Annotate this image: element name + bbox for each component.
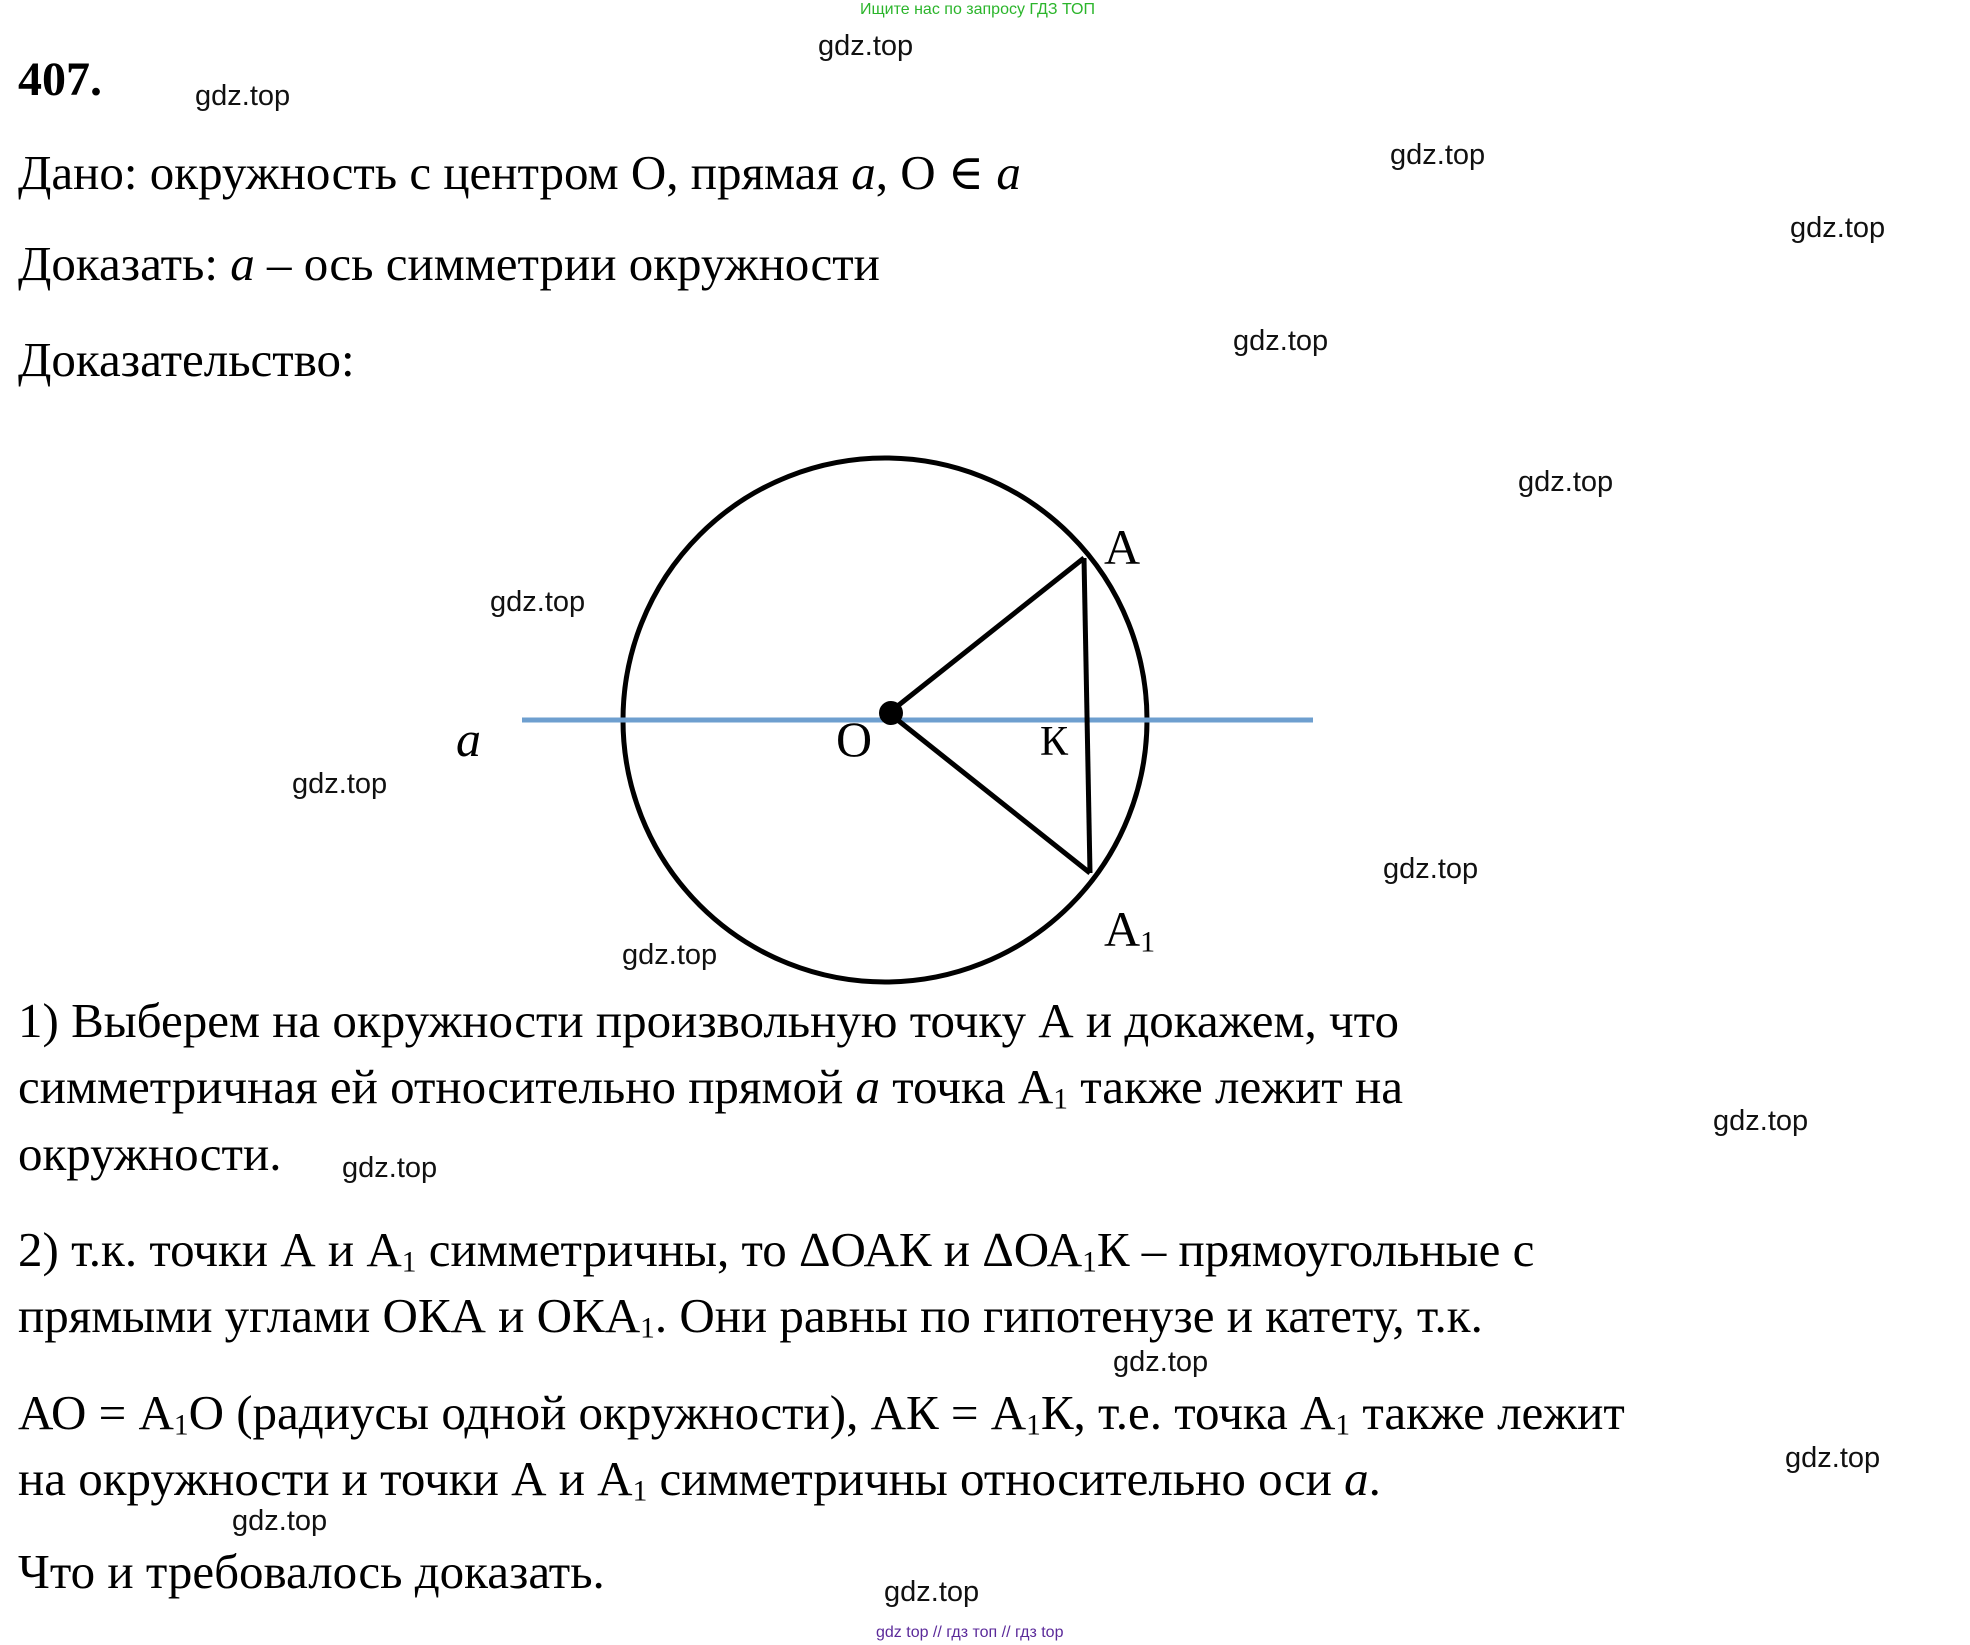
- watermark: gdz.top: [1790, 212, 1886, 244]
- step1-line1: 1) Выберем на окружности произвольную точку А и докажем, что: [18, 993, 1399, 1048]
- watermark: gdz.top: [292, 768, 388, 800]
- watermark: gdz.top: [1390, 139, 1486, 171]
- step2-line4: на окружности и точки А и $А_1$ симметричны относительно оси a.: [18, 1451, 1381, 1508]
- point-a1-label: $А_1$: [1104, 901, 1156, 959]
- watermark: gdz.top: [342, 1152, 438, 1184]
- segment-OA: [890, 558, 1084, 712]
- problem-number: 407.: [18, 53, 102, 106]
- watermark: gdz.top: [1233, 325, 1329, 357]
- step2-line2: прямыми углами ОКА и $ОКА_1$. Они равны по гипотенузе и катету, т.к.: [18, 1288, 1483, 1345]
- prove-statement: Доказать: a – ось симметрии окружности: [18, 236, 880, 291]
- watermark: gdz.top: [195, 80, 291, 112]
- watermark: gdz.top: [1713, 1105, 1809, 1137]
- step1-line2: симметричная ей относительно прямой a точка $А_1$ также лежит на: [18, 1059, 1403, 1116]
- watermark: gdz.top: [1383, 853, 1479, 885]
- watermark: gdz.top: [1785, 1442, 1881, 1474]
- search-banner: Ищите нас по запросу ГДЗ ТОП: [860, 1, 1095, 18]
- watermark: gdz.top: [1518, 466, 1614, 498]
- watermark: gdz.top: [232, 1505, 328, 1537]
- point-a-label: А: [1104, 519, 1141, 575]
- segment-AA1: [1084, 558, 1090, 873]
- watermark: gdz.top: [884, 1576, 980, 1608]
- center-o-label: О: [836, 711, 873, 767]
- point-k-label: К: [1040, 719, 1069, 765]
- proof-label: Доказательство:: [18, 332, 355, 387]
- line-a-label: a: [456, 711, 481, 767]
- center-point: [879, 701, 903, 725]
- step2-line3: АО = $А_1О$ (радиусы одной окружности), АК = $А_1К$, т.е. точка $А_1$ также лежит: [18, 1385, 1625, 1442]
- watermark: gdz.top: [490, 586, 586, 618]
- watermark: gdz.top: [1113, 1346, 1209, 1378]
- step2-line1: 2) т.к. точки А и $А_1$ симметричны, то ΔОАК и $\Delta ОА_1К$ – прямоугольные с: [18, 1222, 1535, 1279]
- watermark: gdz.top: [622, 939, 718, 971]
- watermark: gdz.top: [818, 30, 914, 62]
- footer-links: gdz top // гдз топ // гдз top: [876, 1624, 1064, 1641]
- step1-line3: окружности.: [18, 1126, 282, 1181]
- conclusion: Что и требовалось доказать.: [18, 1544, 605, 1599]
- given-statement: Дано: окружность с центром О, прямая a, О ∈ a: [18, 145, 1021, 200]
